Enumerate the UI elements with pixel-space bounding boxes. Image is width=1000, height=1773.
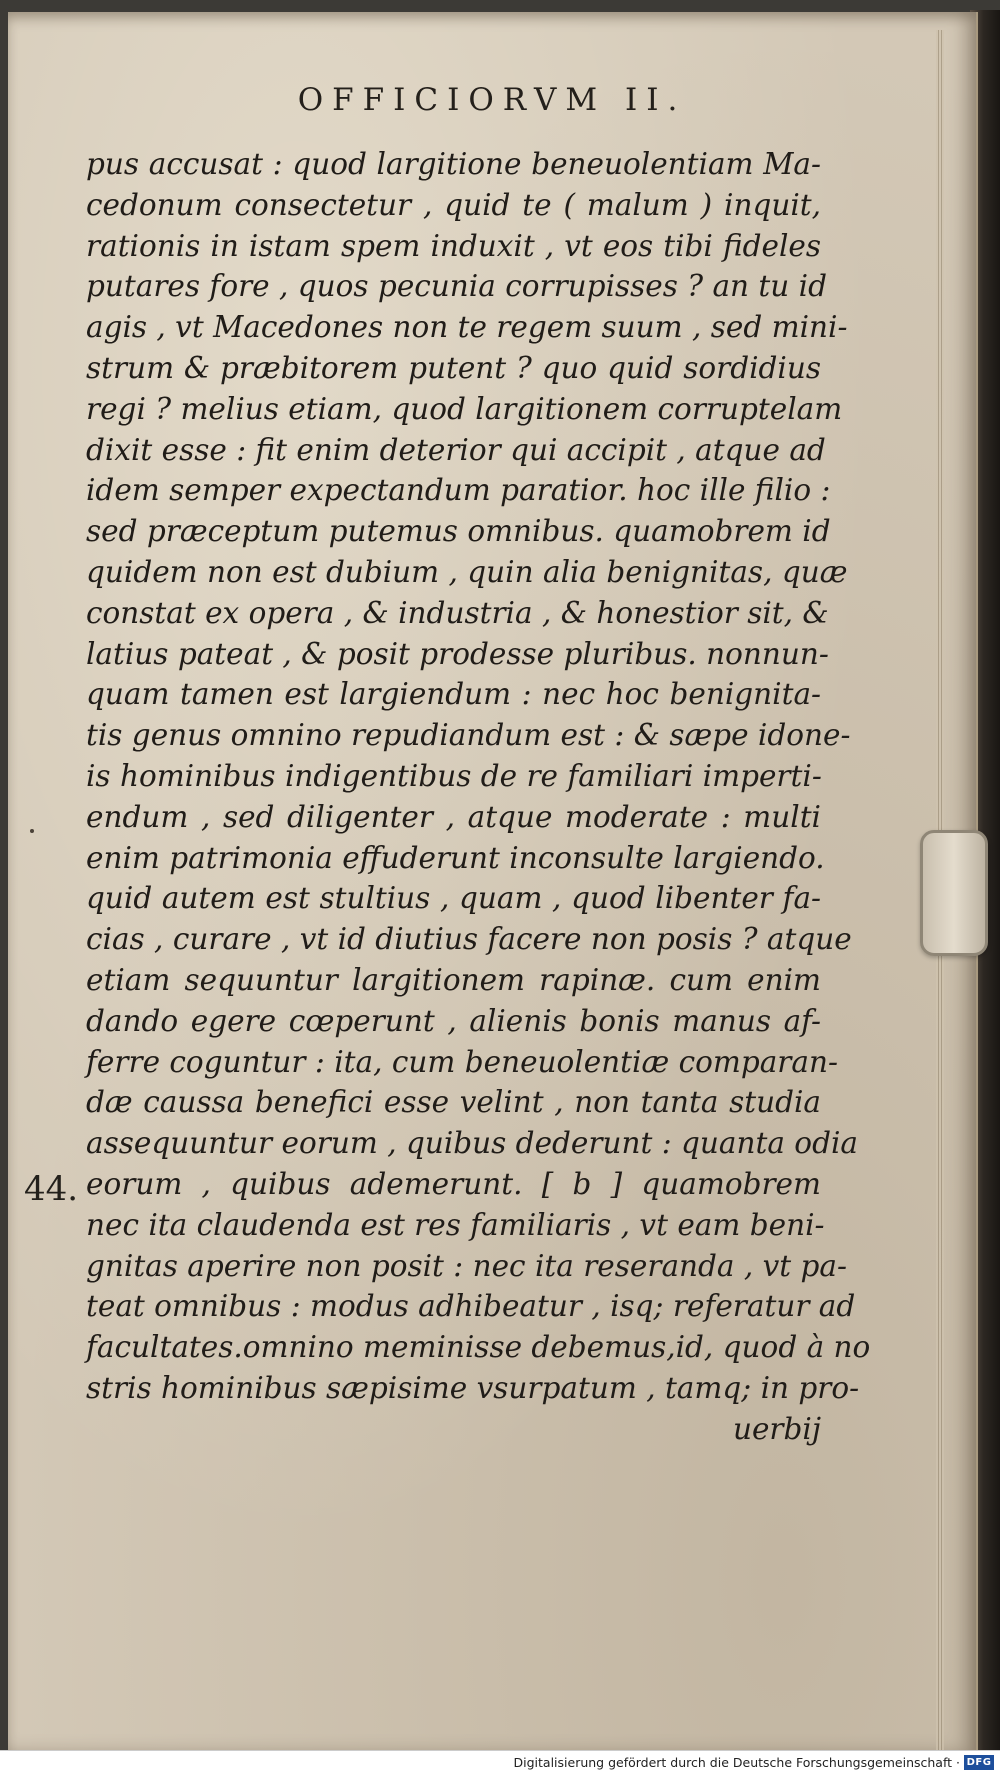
text-line: enim patrimonia effuderunt inconsulte largiendo. xyxy=(86,840,825,875)
text-line: eorum , quibus ademerunt. [ b ] quamobrem xyxy=(86,1166,821,1201)
body-text xyxy=(86,144,871,1450)
text-line: agis , vt Macedones non te regem suum , sed mini- xyxy=(86,310,848,345)
text-line: assequuntur eorum , quibus dederunt : quanta odia xyxy=(86,1126,858,1161)
margin-mark xyxy=(30,829,34,833)
text-line: dixit esse : fit enim deterior qui accipit , atque ad xyxy=(86,432,826,467)
text-line: gnitas aperire non posit : nec ita reseranda , vt pa- xyxy=(86,1248,847,1283)
text-line: endum , sed diligenter , atque moderate : multi xyxy=(86,799,821,834)
text-line: pus accusat : quod largitione beneuolentiam Ma- xyxy=(86,147,821,181)
text-line: putares fore , quos pecunia corrupisses ? an tu id xyxy=(86,269,827,304)
text-line: quidem non est dubium , quin alia benignitas, quæ xyxy=(86,554,848,589)
text-line: rationis in istam spem induxit , vt eos tibi fideles xyxy=(86,228,821,263)
book-page xyxy=(8,12,978,1754)
text-line: is hominibus indigentibus de re familiari imperti- xyxy=(86,758,822,793)
text-line: cias , curare , vt id diutius facere non posis ? atque xyxy=(86,922,852,957)
running-head: OFFICIORVM II. xyxy=(297,82,687,118)
text-line: regi ? melius etiam, quod largitionem corruptelam xyxy=(86,391,843,426)
dfg-logo-icon: DFG xyxy=(964,1755,994,1770)
text-line: sed præceptum putemus omnibus. quamobrem id xyxy=(86,514,831,549)
text-line: dando egere cœperunt , alienis bonis manus af- xyxy=(86,1003,821,1038)
margin-number: 44. xyxy=(24,1169,79,1209)
footer-credit: Digitalisierung gefördert durch die Deutsche Forschungsgemeinschaft · xyxy=(513,1755,960,1770)
text-line: strum & præbitorem putent ? quo quid sordidius xyxy=(86,350,821,385)
text-line: facultates.omnino meminisse debemus,id, quod à no xyxy=(86,1330,871,1365)
text-line: teat omnibus : modus adhibeatur , isq; referatur ad xyxy=(86,1289,856,1324)
text-line: tis genus omnino repudiandum est : & sæpe idone- xyxy=(86,718,851,753)
page-clip xyxy=(920,830,988,956)
text-line: quid autem est stultius , quam , quod libenter fa- xyxy=(86,881,821,916)
text-line: etiam sequuntur largitionem rapinæ. cum enim xyxy=(86,962,821,997)
text-line: uerbij xyxy=(732,1411,821,1446)
text-line: stris hominibus sæpisime vsurpatum , tamq; in pro- xyxy=(86,1370,860,1405)
text-line: latius pateat , & posit prodesse pluribus. nonnun- xyxy=(86,636,829,671)
text-line: nec ita claudenda est res familiaris , vt eam beni- xyxy=(86,1207,825,1242)
text-line: constat ex opera , & industria , & honestior sit, & xyxy=(86,595,829,630)
text-line: dæ caussa benefici esse velint , non tanta studia xyxy=(86,1085,821,1120)
footer-bar xyxy=(0,1750,1000,1773)
text-line: quam tamen est largiendum : nec hoc benignita- xyxy=(86,677,821,712)
text-line: ferre coguntur : ita, cum beneuolentiæ comparan- xyxy=(86,1044,838,1079)
text-line: cedonum consectetur , quid te ( malum ) inquit, xyxy=(86,187,821,222)
text-line: idem semper expectandum paratior. hoc ille filio : xyxy=(86,473,831,508)
